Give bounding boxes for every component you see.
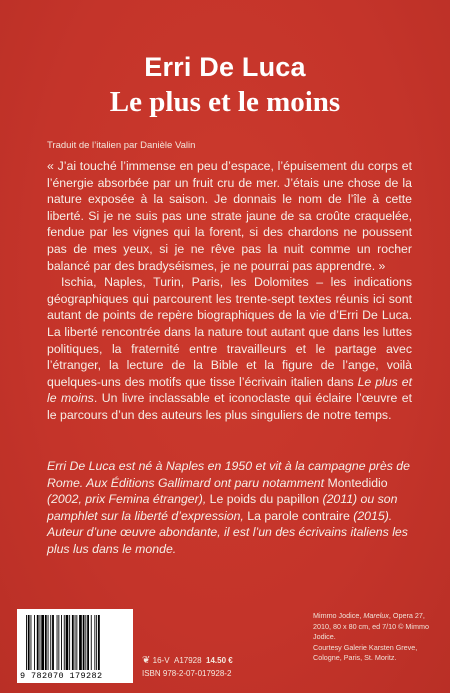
translator-credit: Traduit de l’italien par Danièle Valin bbox=[47, 140, 196, 151]
bio-text: (2002, prix Femina étranger), bbox=[47, 492, 210, 507]
bio-text: Erri De Luca est né à Naples en 1950 et vit à la campagne près de Rome. Aux Éditions Gallimard ont paru notamment bbox=[47, 459, 410, 490]
price: 14.50 € bbox=[206, 656, 233, 665]
reference-code: A17928 bbox=[173, 656, 202, 665]
bio-work-title: La parole contraire bbox=[247, 508, 350, 523]
description-text-end: . Un livre inclassable et iconoclaste qui éclaire l’œuvre et le parcours d’un des auteurs les plus singuliers de notre temps. bbox=[47, 391, 412, 422]
quote-paragraph: « J’ai touché l’immense en peu d’espace, l’épuisement du corps et l’énergie absorbée par un fruit cru de mer. J’étais une chose de la nature exposée à la saison. Je donnais le nom de l’île à cette liberté. Si je ne suis pas une strate jaune de sa croûte craquelée, fendue par les vignes qui la forent, si des chardons ne poussent pas de mes yeux, si je ne rêve pas la nuit comme un rocher balancé par des bradyséismes, je ne pourrai pas apprendre. » bbox=[47, 159, 412, 273]
cover-art-credit bbox=[313, 611, 433, 664]
author-name: Erri De Luca bbox=[144, 52, 306, 82]
isbn: ISBN 978-2-07-017928-2 bbox=[142, 668, 232, 678]
description-book-title: Le plus et le moins bbox=[47, 374, 412, 406]
barcode bbox=[17, 609, 133, 683]
description-paragraph bbox=[47, 274, 412, 423]
credit-artist: Mimmo Jodice, bbox=[313, 611, 364, 620]
credit-courtesy: Courtesy Galerie Karsten Greve, Cologne, Paris, St. Moritz. bbox=[313, 642, 418, 663]
bio-text: (2015). Auteur d’une œuvre abondante, il est l’un des écrivains italiens les plus lus dans le monde. bbox=[47, 508, 408, 556]
barcode-digits: 9 782070 179282 bbox=[20, 671, 103, 681]
book-title: Le plus et le moins bbox=[109, 86, 341, 118]
description-text: Ischia, Naples, Turin, Paris, les Dolomites – les indications géographiques qui parcourent les trente-sept textes réunis ici sont autant de points de repère biographiques de la vie d’Erri De Luca. La liberté rencontrée dans la nature tout autant que dans les luttes politiques, la fraternité entre travailleurs et le partage avec l’étranger, la lecture de la Bible et la figure de l’ange, voilà quelques-uns des motifs que tisse l’écrivain italien dans bbox=[47, 275, 412, 389]
credit-work: Marelux bbox=[363, 611, 389, 620]
bio-work-title: Le poids du papillon bbox=[209, 492, 320, 507]
blurb bbox=[47, 158, 412, 424]
credit-details: , Opera 27, 2010, 80 x 80 cm, ed 7/10 © Mimmo Jodice. bbox=[313, 611, 429, 642]
bio-work-title: Montedidio bbox=[327, 475, 388, 490]
barcode-bars bbox=[26, 615, 126, 670]
bio-text: (2011) ou son pamphlet sur la liberté d’expression, bbox=[47, 492, 398, 523]
publisher-logo-icon: ❦ bbox=[142, 655, 151, 666]
series-code: 16-V bbox=[152, 656, 170, 665]
author-bio bbox=[47, 458, 412, 558]
publisher-info bbox=[142, 655, 233, 680]
